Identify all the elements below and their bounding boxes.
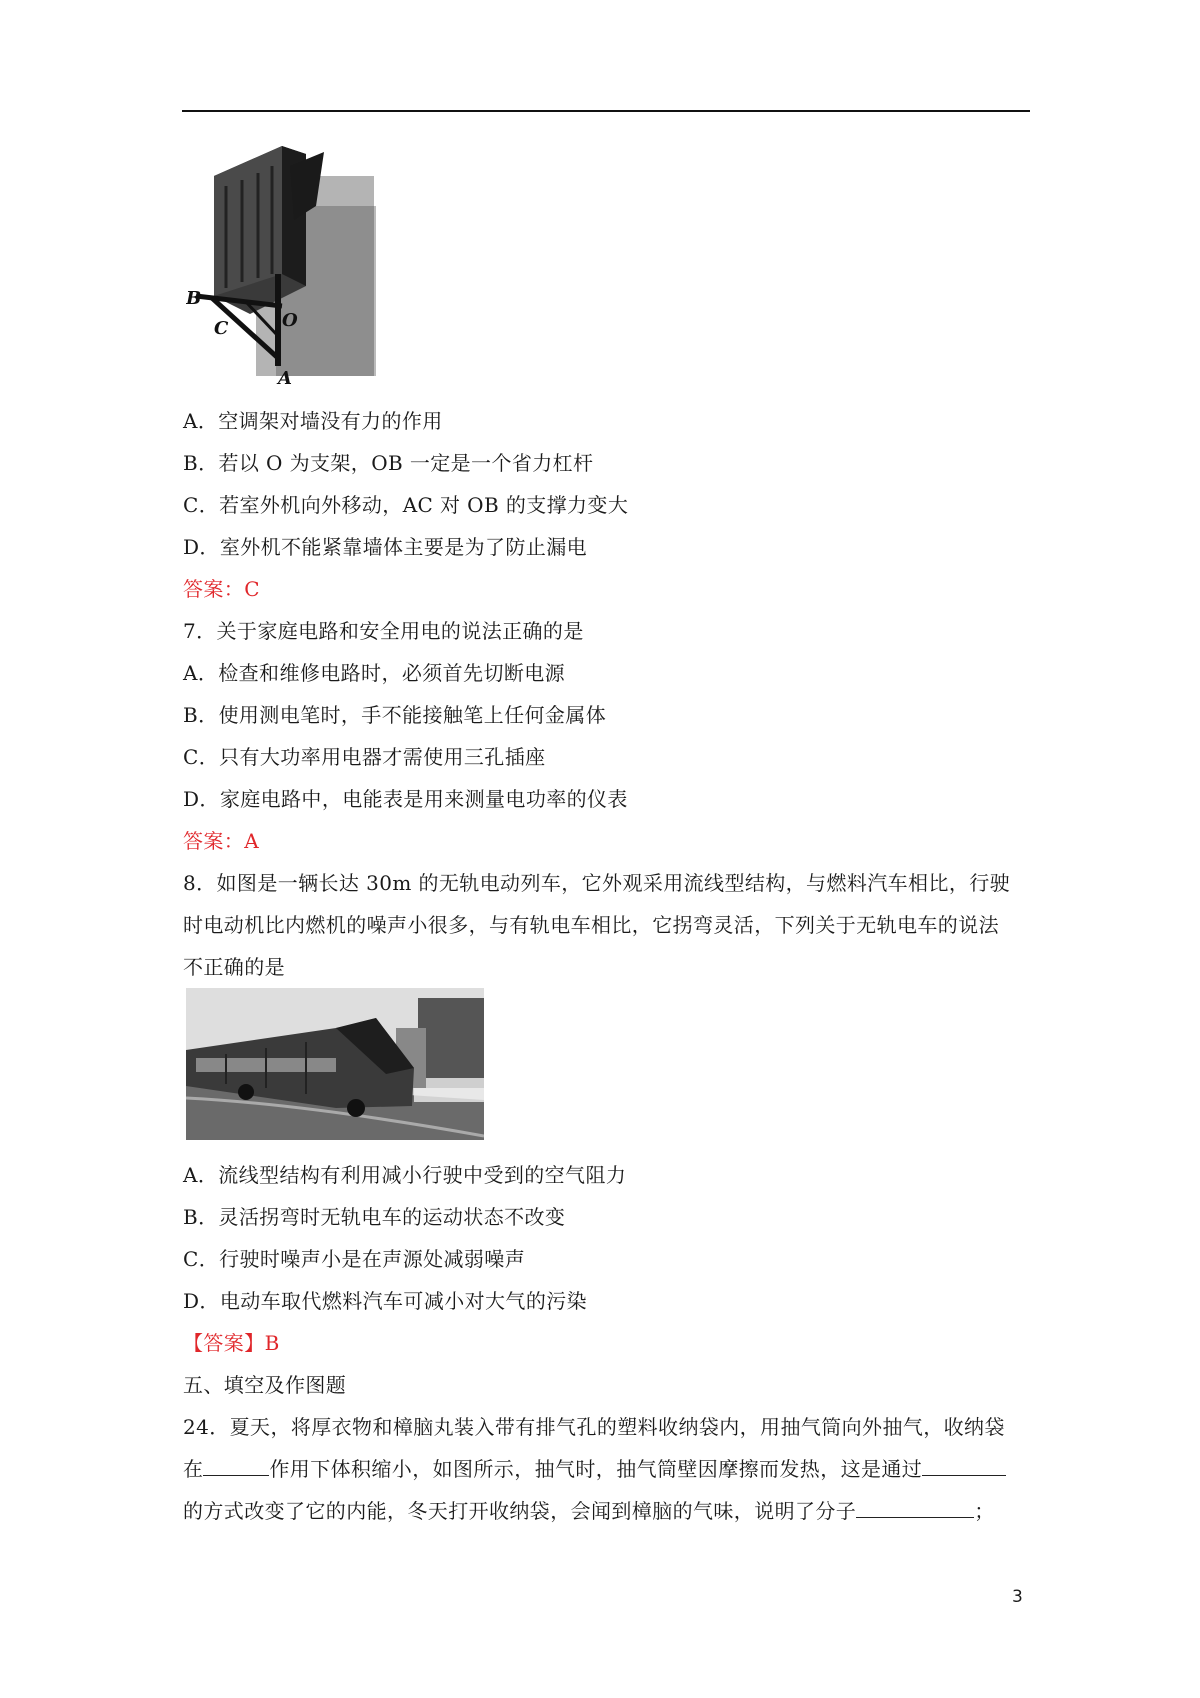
label-b: B (186, 288, 202, 309)
page-number: 3 (1012, 1587, 1023, 1607)
q7-option-d: D．家庭电路中，电能表是用来测量电功率的仪表 (183, 787, 628, 811)
label-a: A (278, 368, 292, 389)
blank-2[interactable] (922, 1455, 1006, 1476)
header-rule (182, 110, 1030, 112)
q7-stem: 7．关于家庭电路和安全用电的说法正确的是 (183, 619, 584, 643)
label-c: C (214, 318, 229, 339)
q8-option-c: C．行驶时噪声小是在声源处减弱噪声 (183, 1247, 526, 1271)
trackless-train-figure (186, 988, 484, 1140)
q8-option-d: D．电动车取代燃料汽车可减小对大气的污染 (183, 1289, 588, 1313)
q7-option-a: A．检查和维修电路时，必须首先切断电源 (183, 661, 566, 685)
q8-option-b: B．灵活拐弯时无轨电车的运动状态不改变 (183, 1205, 566, 1229)
q24-line-2-mid: 作用下体积缩小，如图所示，抽气时，抽气筒壁因摩擦而发热，这是通过 (269, 1457, 923, 1481)
q24-line-3-end: ； (974, 1499, 995, 1523)
label-o: O (282, 310, 298, 331)
q24-line-2-start: 在 (183, 1457, 204, 1481)
q8-stem-line-2: 时电动机比内燃机的噪声小很多，与有轨电车相比，它拐弯灵活，下列关于无轨电车的说法 (183, 913, 999, 937)
q7-option-c: C．只有大功率用电器才需使用三孔插座 (183, 745, 546, 769)
q6-option-b: B．若以 O 为支架，OB 一定是一个省力杠杆 (183, 451, 594, 475)
q24-line-3-start: 的方式改变了它的内能，冬天打开收纳袋，会闻到樟脑的气味，说明了分子 (183, 1499, 857, 1523)
section-heading: 五、填空及作图题 (183, 1373, 347, 1397)
blank-3[interactable] (856, 1497, 974, 1518)
q24-line-2 (183, 1455, 1006, 1483)
q24-line-1: 24．夏天，将厚衣物和樟脑丸装入带有排气孔的塑料收纳袋内，用抽气筒向外抽气，收纳袋 (183, 1415, 1005, 1439)
q8-answer: 【答案】B (183, 1331, 280, 1355)
q6-option-d: D．室外机不能紧靠墙体主要是为了防止漏电 (183, 535, 588, 559)
q6-option-c: C．若室外机向外移动，AC 对 OB 的支撑力变大 (183, 493, 629, 517)
q24-line-3 (183, 1497, 995, 1525)
q8-option-a: A．流线型结构有利用减小行驶中受到的空气阻力 (183, 1163, 627, 1187)
q7-answer: 答案：A (183, 829, 260, 853)
q6-option-a: A．空调架对墙没有力的作用 (183, 409, 443, 433)
q8-stem-line-3: 不正确的是 (183, 955, 285, 979)
ac-bracket-figure (186, 146, 382, 390)
q7-option-b: B．使用测电笔时，手不能接触笔上任何金属体 (183, 703, 607, 727)
q8-stem-line-1: 8．如图是一辆长达 30m 的无轨电动列车，它外观采用流线型结构，与燃料汽车相比，行驶 (183, 871, 1011, 895)
q6-answer: 答案：C (183, 577, 260, 601)
blank-1[interactable] (203, 1455, 269, 1476)
